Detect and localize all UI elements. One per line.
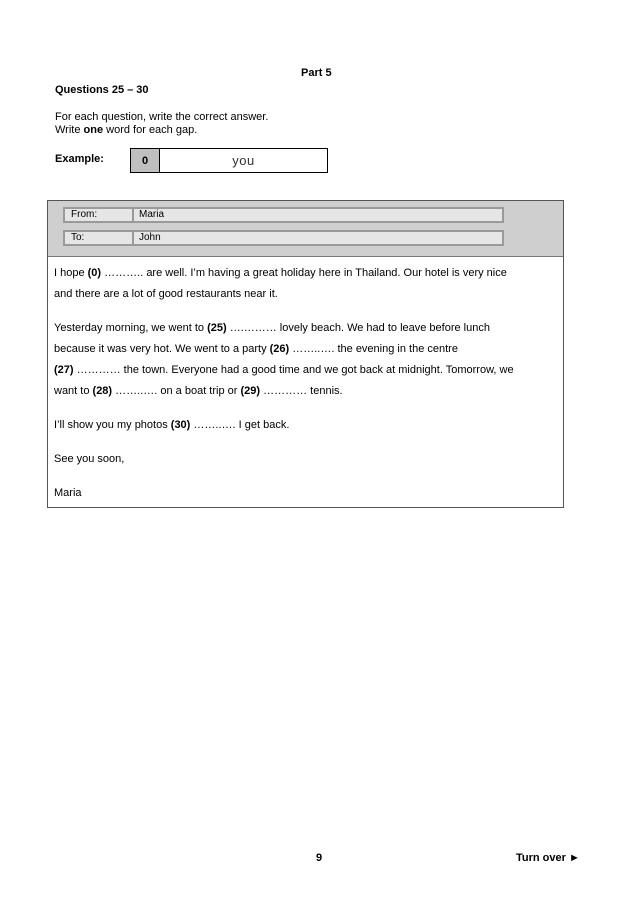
example-label: Example: [55, 153, 104, 165]
instruction-text: Write [55, 124, 84, 136]
signature: Maria [54, 487, 82, 499]
text: want to [54, 385, 93, 397]
email-header [48, 201, 563, 257]
text: ……….. are well. I’m having a great holiday here in Thailand. Our hotel is very nice [101, 267, 507, 279]
gap-28: (28) [92, 385, 113, 397]
example-box [130, 148, 328, 173]
text: ………… the town. Everyone had a good time and we got back at midnight. Tomorrow, we [73, 364, 514, 376]
from-field: Maria [132, 207, 504, 223]
from-label: From: [63, 207, 155, 223]
text: ……..…. I get back. [190, 419, 290, 431]
text: I’ll show you my photos [54, 419, 171, 431]
signoff: See you soon, [54, 453, 125, 465]
to-field: John [132, 230, 504, 246]
page-number: 9 [316, 852, 323, 864]
to-label: To: [63, 230, 155, 246]
part-title: Part 5 [301, 67, 332, 79]
gap-25: (25) [207, 322, 227, 334]
instruction-emphasis: one [83, 124, 104, 136]
text: and there are a lot of good restaurants near it. [54, 288, 278, 300]
gap-26: (26) [269, 343, 290, 355]
text: ….……… lovely beach. We had to leave before lunch [226, 322, 490, 334]
email-panel [47, 200, 564, 508]
example-number: 0 [131, 149, 160, 172]
paragraph-2 [54, 318, 554, 402]
text: ………… tennis. [260, 385, 343, 397]
email-body [54, 263, 554, 504]
turn-over-label: Turn over ► [516, 852, 580, 864]
questions-range: Questions 25 – 30 [55, 84, 149, 96]
instruction-text: word for each gap. [103, 124, 198, 136]
example-answer: you [232, 153, 255, 168]
gap-29: (29) [240, 385, 261, 397]
paragraph-3 [54, 415, 554, 436]
text: ……..…. on a boat trip or [112, 385, 241, 397]
instruction-line-2 [55, 124, 268, 137]
instructions [55, 111, 268, 137]
paragraph-1 [54, 263, 554, 305]
text: ……..…. the evening in the centre [289, 343, 458, 355]
text: because it was very hot. We went to a party [54, 343, 270, 355]
instruction-line-1: For each question, write the correct answer. [55, 111, 269, 123]
gap-0: (0) [87, 267, 102, 279]
text: Yesterday morning, we went to [54, 322, 208, 334]
gap-27: (27) [54, 364, 74, 376]
gap-30: (30) [170, 419, 191, 431]
text: I hope [54, 267, 88, 279]
